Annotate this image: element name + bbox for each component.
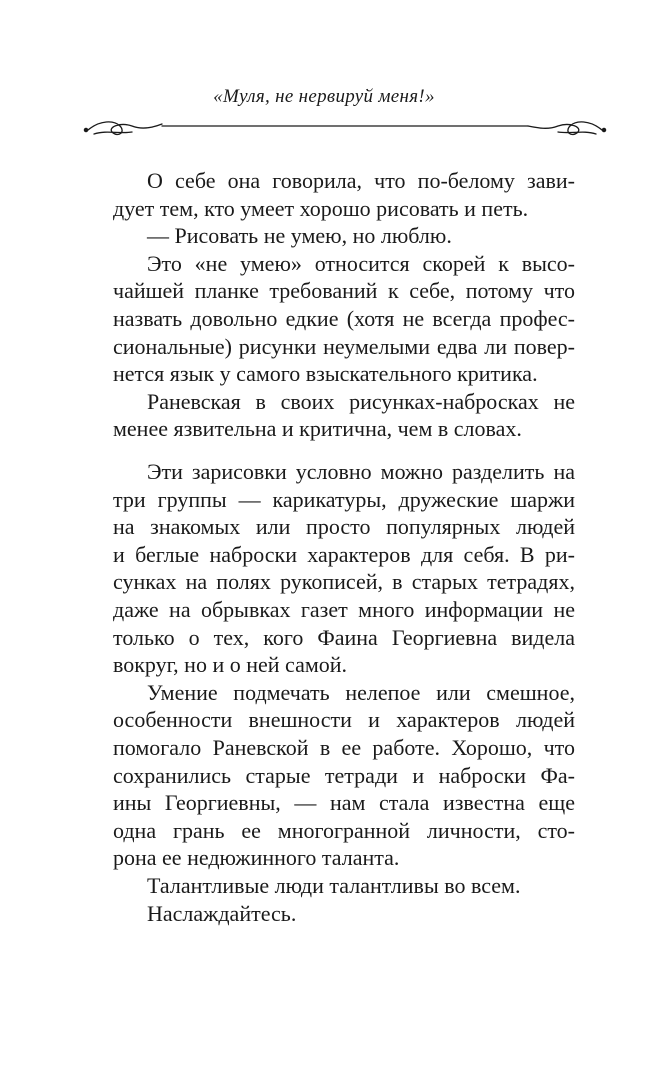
text-line: вокруг, но и о ней самой. — [113, 652, 348, 678]
text-line: — Рисовать не умею, но люблю. — [147, 223, 452, 249]
text-line: ины Георгиевны, — нам стала известна еще — [113, 790, 575, 816]
paragraph-block-1 — [113, 167, 575, 443]
paragraph-block-2 — [113, 458, 575, 927]
text-line: даже на обрывках газет много информации не — [113, 596, 575, 622]
text-line: три группы — карикатуры, дружеские шаржи — [113, 486, 575, 512]
text-line: сунках на полях рукописей, в старых тетрадях, — [113, 569, 575, 595]
text-line: О себе она говорила, что по-белому зави- — [147, 168, 575, 193]
text-line: дует тем, кто умеет хорошо рисовать и петь. — [113, 195, 529, 221]
text-line: чайшей планке требований к себе, потому что — [113, 278, 575, 304]
text-line: сохранились старые тетради и наброски Фа- — [113, 762, 575, 788]
text-line: и беглые наброски характеров для себя. В ри- — [113, 541, 575, 567]
text-line: Раневская в своих рисунках-набросках не — [147, 388, 575, 414]
text-line: помогало Раневской в ее работе. Хорошо, что — [113, 734, 575, 760]
text-line: Эти зарисовки условно можно разделить на — [147, 459, 575, 484]
text-line: рона ее недюжинного таланта. — [113, 845, 400, 871]
text-line: сиональные) рисунки неумелыми едва ли повер- — [113, 333, 575, 359]
text-line: только о тех, кого Фаина Георгиевна видела — [113, 624, 575, 650]
text-line: Это «не умею» относится скорей к высо- — [147, 250, 575, 276]
text-line: менее язвительна и критична, чем в словах. — [113, 416, 522, 442]
text-line: нется язык у самого взыскательного критика. — [113, 361, 538, 387]
text-line: Талантливые люди талантливы во всем. — [147, 872, 521, 898]
text-line: на знакомых или просто популярных людей — [113, 514, 575, 540]
text-line: назвать довольно едкие (хотя не всегда профес- — [113, 305, 575, 331]
text-line: особенности внешности и характеров людей — [113, 707, 575, 733]
running-title: «Муля, не нервируй меня!» — [213, 86, 435, 107]
text-line: Наслаждайтесь. — [147, 900, 297, 926]
text-line: Умение подмечать нелепое или смешное, — [147, 679, 575, 705]
text-line: одна грань ее многогранной личности, сто- — [113, 817, 575, 843]
ornamental-rule — [80, 112, 610, 140]
